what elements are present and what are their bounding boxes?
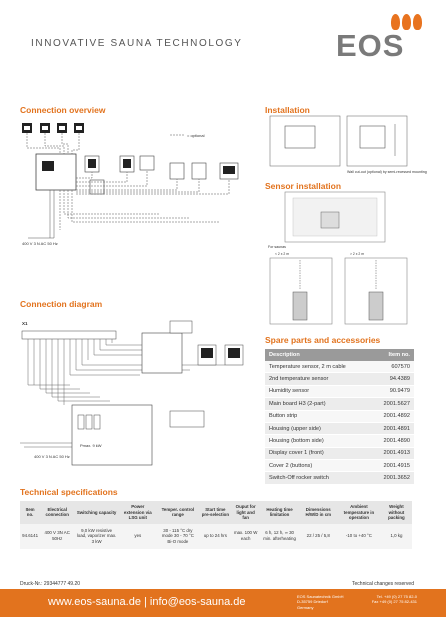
table-row <box>265 410 414 422</box>
company-city: D-35759 Driedorf <box>297 599 328 605</box>
part-description: Display cover 1 (front) <box>265 447 371 459</box>
spec-cell: 6 h, 12 h, ∞ 30 min. afterheating <box>260 524 300 549</box>
part-description: Temperature sensor, 2 m cable <box>265 361 371 373</box>
spec-header: Ambient temperature in operation <box>337 501 381 524</box>
print-reference: Druck-Nr.: 29344777 49.20 <box>20 581 81 587</box>
x1-label: X1 <box>22 321 28 326</box>
part-number: 2001.5627 <box>371 398 414 410</box>
spec-cell: 30 - 115 °C dry mode 30 - 70 °C Bi-O mode <box>157 524 199 549</box>
table-row <box>265 398 414 410</box>
table-row <box>265 472 414 484</box>
spec-cell: 22 / 25 / 5,8 <box>300 524 338 549</box>
part-description: Housing (bottom side) <box>265 435 371 447</box>
connection-diagram-title: Connection diagram <box>20 299 103 309</box>
part-description: 2nd temperature sensor <box>265 373 371 385</box>
connection-overview-diagram <box>20 118 252 248</box>
spec-header: Weight without packing <box>381 501 412 524</box>
table-row <box>265 447 414 459</box>
optional-legend: = optional <box>187 133 205 138</box>
diagram-power-label: 400 V 3 N AC 50 Hz <box>34 454 70 459</box>
wiring-diagram <box>20 315 252 465</box>
table-row <box>265 422 414 434</box>
pmax-label: Pmax. 9 kW <box>80 443 102 448</box>
spec-cell: -10 to +40 °C <box>337 524 381 549</box>
table-row <box>20 524 412 549</box>
parts-header-item: Item no. <box>371 349 414 361</box>
fax-number: Fax +49 (0) 27 75 82-431 <box>371 599 417 605</box>
spec-header: Switching capacity <box>74 501 119 524</box>
technical-specs-title: Technical specifications <box>20 487 118 497</box>
table-row <box>265 361 414 373</box>
part-number: 2001.4892 <box>371 410 414 422</box>
part-number: 2001.3652 <box>371 472 414 484</box>
table-row <box>265 373 414 385</box>
spec-cell: 94.6141 <box>20 524 40 549</box>
for-saunas-label: For saunas <box>268 245 286 249</box>
spec-header: Start time pre-selection <box>199 501 232 524</box>
table-row <box>265 385 414 397</box>
installation-note: Wall cut-out (optional) by semi-recessed mounting <box>347 170 427 174</box>
part-description: Button strip <box>265 410 371 422</box>
tagline: INNOVATIVE SAUNA TECHNOLOGY <box>31 38 243 49</box>
changes-note: Technical changes reserved <box>352 581 414 587</box>
part-description: Main board H3 (2-part) <box>265 398 371 410</box>
footer-website-link[interactable]: www.eos-sauna.de | info@eos-sauna.de <box>48 596 246 608</box>
spec-header: Item no. <box>20 501 40 524</box>
spec-cell: 1,0 kg <box>381 524 412 549</box>
part-number: 90.9479 <box>371 385 414 397</box>
spec-header: Dimensions H/W/D in cm <box>300 501 338 524</box>
spec-header: Power extension via LSG unit <box>119 501 157 524</box>
flame-icon <box>413 14 422 30</box>
spare-parts-table <box>265 349 414 485</box>
sensor-installation-title: Sensor installation <box>265 181 342 191</box>
spec-header: Temper. control range <box>157 501 199 524</box>
company-name: EOS Saunatechnik GmbH <box>297 594 344 599</box>
spec-header: Ouput for light and fan <box>232 501 260 524</box>
parts-header-description: Description <box>265 349 371 361</box>
company-country: Germany <box>297 604 314 610</box>
dist-b-label: > 2 x 2 m <box>350 252 365 256</box>
overview-power-label: 400 V 3 N AC 50 Hz <box>22 241 58 246</box>
footer-address <box>297 594 417 610</box>
phone-number: Tel. +49 (0) 27 75 82-0 <box>376 594 417 599</box>
part-number: 94.4389 <box>371 373 414 385</box>
part-description: Switch-Off rocker switch <box>265 472 371 484</box>
part-description: Humidity sensor <box>265 385 371 397</box>
part-number: 607570 <box>371 361 414 373</box>
part-description: Cover 2 (buttons) <box>265 460 371 472</box>
logo-text: EOS <box>336 28 405 63</box>
spare-parts-title: Spare parts and accessories <box>265 335 381 345</box>
part-number: 2001.4891 <box>371 422 414 434</box>
spec-cell: yes <box>119 524 157 549</box>
part-description: Housing (upper side) <box>265 422 371 434</box>
eos-logo <box>336 12 426 62</box>
spec-cell: 9,0 kW resistive load, vaporizer max. 3 kW <box>74 524 119 549</box>
part-number: 2001.4913 <box>371 447 414 459</box>
table-row <box>265 460 414 472</box>
spec-cell: max. 100 W each <box>232 524 260 549</box>
technical-specs-table <box>20 501 412 549</box>
spec-cell: up to 24 hrs <box>199 524 232 549</box>
installation-drawing <box>265 116 427 178</box>
part-number: 2001.4915 <box>371 460 414 472</box>
installation-title: Installation <box>265 105 310 115</box>
spec-header: Heating time limitation <box>260 501 300 524</box>
connection-overview-title: Connection overview <box>20 105 106 115</box>
dist-a-label: < 2 x 2 m <box>275 252 290 256</box>
sensor-installation-drawing <box>265 192 415 327</box>
spec-cell: 400 V 3N AC 50Hz <box>40 524 74 549</box>
spec-header: Electrical connection <box>40 501 74 524</box>
table-row <box>265 435 414 447</box>
part-number: 2001.4890 <box>371 435 414 447</box>
